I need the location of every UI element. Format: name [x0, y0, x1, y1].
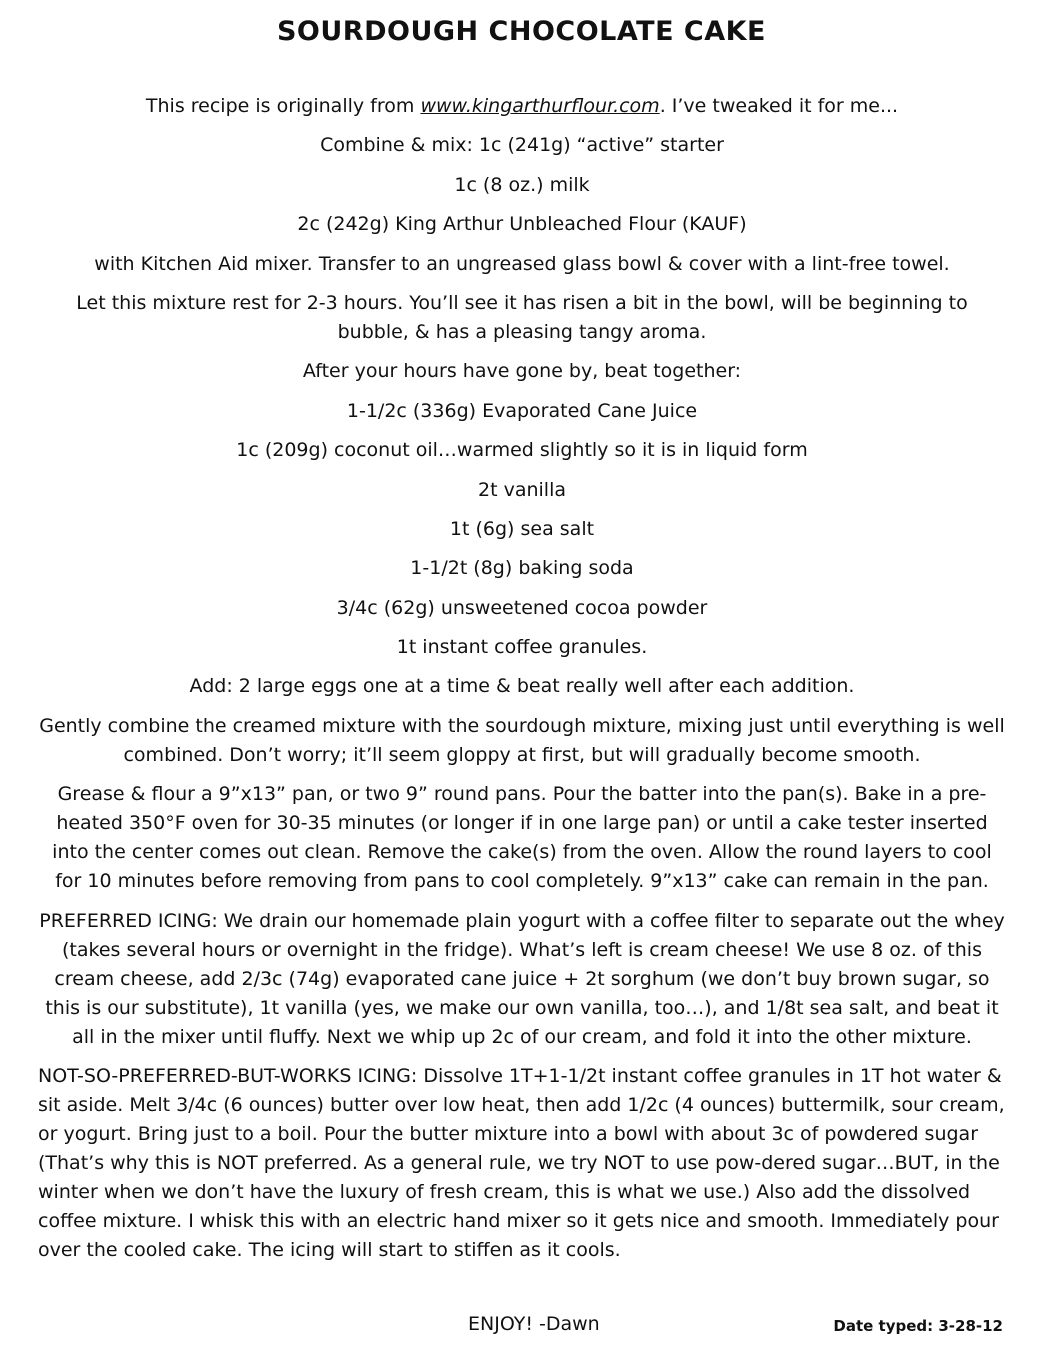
intro-line [38, 92, 1006, 121]
ingredient-cocoa: 3/4c (62g) unsweetened cocoa powder [336, 596, 708, 619]
instruction-combine: Gently combine the creamed mixture with the sourdough mixture, mixing just until everything is well combined. Don’t worry; it’ll seem gloppy at first, but will gradually become smooth. [39, 714, 1005, 766]
instruction-rest: Let this mixture rest for 2-3 hours. You’ll see it has risen a bit in the bowl, will be beginning to bubble, & has a pleasing tangy aroma. [76, 291, 968, 343]
ingredient-coconut-oil: 1c (209g) coconut oil…warmed slightly so it is in liquid form [236, 439, 808, 462]
ingredient-sea-salt: 1t (6g) sea salt [449, 517, 595, 540]
date-typed: Date typed: 3-28-12 [833, 1317, 1003, 1335]
ingredient-vanilla: 2t vanilla [478, 478, 566, 501]
instruction-beat-together: After your hours have gone by, beat together: [302, 360, 742, 383]
preferred-icing: PREFERRED ICING: We drain our homemade plain yogurt with a coffee filter to separate out the whey (takes several hours or overnight in the fridge). What’s left is cream cheese! We use 8 oz. of this cream cheese, add 2/3c (74g) evaporated cane juice + 2t sorghum (we don’t buy brown sugar, so this is our substitute), 1t vanilla (yes, we make our own vanilla, too…), and 1/8t sea salt, and beat it all in the mixer until fluffy. Next we whip up 2c of our cream, and fold it into the other mixture. [39, 909, 1005, 1048]
alternate-icing: NOT-SO-PREFERRED-BUT-WORKS ICING: Dissolve 1T+1-1/2t instant coffee granules in 1T hot water & sit aside. Melt 3/4c (6 ounces) butter over low heat, then add 1/2c (4 ounces) buttermilk, sour cream, or yogurt. Bring just to a boil. Pour the butter mixture into a bowl with about 3c of powdered sugar (That’s why this is NOT preferred. As a general rule, we try NOT to use pow-dered sugar…BUT, in the winter when we don’t have the luxury of fresh cream, this is what we use.) Also add the dissolved coffee mixture. I whisk this with an electric hand mixer so it gets nice and smooth. Immediately pour over the cooled cake. The icing will start to stiffen as it cools. [38, 1065, 1005, 1262]
instruction-bake: Grease & flour a 9”x13” pan, or two 9” round pans. Pour the batter into the pan(s). Bake in a pre-heated 350°F oven for 30-35 minutes (or longer if in one large pan) or until a cake tester inserted into the center comes out clean. Remove the cake(s) from the oven. Allow the round layers to cool for 10 minutes before removing from pans to cool completely. 9”x13” cake can remain in the pan. [52, 783, 992, 893]
ingredient-cane-juice: 1-1/2c (336g) Evaporated Cane Juice [346, 399, 698, 422]
ingredient-starter: Combine & mix: 1c (241g) “active” starter [320, 134, 724, 157]
ingredient-baking-soda: 1-1/2t (8g) baking soda [410, 557, 634, 580]
intro-before: This recipe is originally from [145, 95, 421, 117]
intro-after: . I’ve tweaked it for me... [659, 95, 899, 117]
ingredient-milk: 1c (8 oz.) milk [454, 173, 590, 196]
instruction-eggs: Add: 2 large eggs one at a time & beat really well after each addition. [189, 675, 855, 698]
source-link[interactable]: www.kingarthurflour.com [420, 95, 660, 117]
ingredient-flour: 2c (242g) King Arthur Unbleached Flour (KAUF) [297, 213, 747, 236]
instruction-mixer: with Kitchen Aid mixer. Transfer to an ungreased glass bowl & cover with a lint-free towel. [94, 252, 950, 275]
signoff: ENJOY! -Dawn [468, 1313, 600, 1335]
ingredient-coffee: 1t instant coffee granules. [396, 636, 648, 659]
recipe-body [38, 92, 1006, 1275]
page-title: SOURDOUGH CHOCOLATE CAKE [276, 16, 767, 47]
